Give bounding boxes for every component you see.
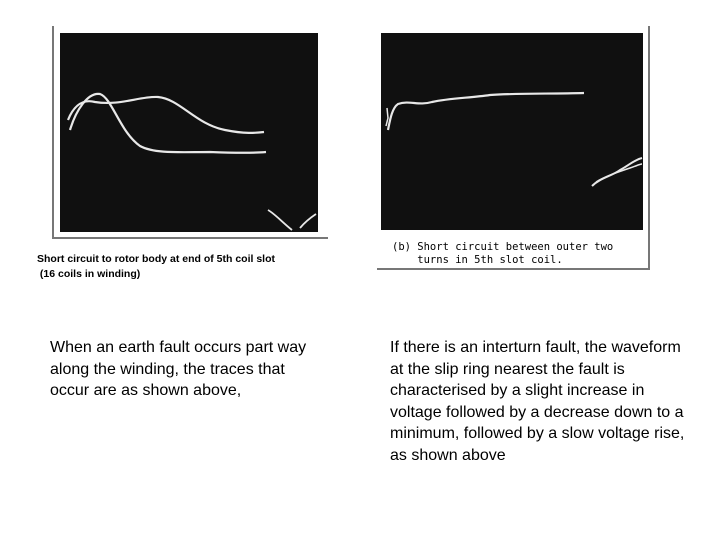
right-trace-left-spike [386, 108, 388, 126]
left-caption-line-1: Short circuit to rotor body at end of 5th coil slot [37, 253, 276, 265]
right-trace-main [388, 93, 584, 130]
right-caption-line-1: (b) Short circuit between outer two [392, 241, 614, 253]
right-figure-caption [392, 241, 652, 267]
left-caption-line-2: (16 coils in winding) [37, 268, 141, 280]
left-figure-caption [37, 252, 327, 282]
right-caption-line-2: turns in 5th slot coil. [392, 254, 563, 266]
right-explanation-text: If there is an interturn fault, the waveform at the slip ring nearest the fault is characterised by a slight increase in voltage followed by a decrease down to a minimum, followed by a slow voltage rise, as shown above [390, 339, 685, 464]
left-explanation-text: When an earth fault occurs part way along the winding, the traces that occur are as shown above, [50, 339, 307, 399]
